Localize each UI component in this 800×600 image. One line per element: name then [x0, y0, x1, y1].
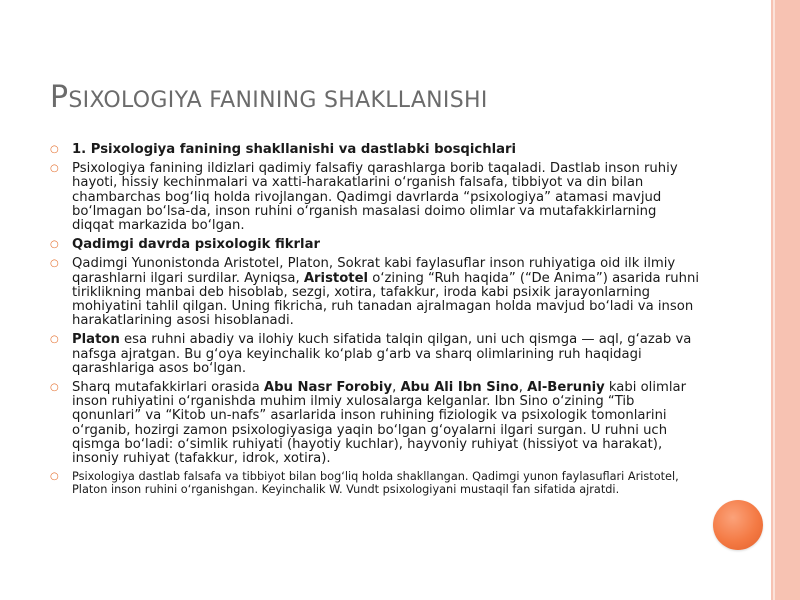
list-item — [50, 333, 700, 376]
ring-bullet-icon: ○ — [50, 471, 59, 483]
item-heading: Qadimgi davrda psixologik fikrlar — [72, 237, 320, 253]
item-separator: , — [392, 380, 401, 396]
item-text: esa ruhni abadiy va ilohiy kuch sifatida talqin qilgan, uni uch qismga — aql, g‘azab va nafsga ajratgan. Bu g‘oya keyinchalik ko‘plab g‘arb va sharq olimlarining ruh haqidagi qarashlariga asos bo‘lgan. — [72, 332, 692, 376]
list-item — [50, 238, 700, 252]
slide-title-first-letter: P — [50, 80, 69, 115]
list-item — [50, 143, 700, 157]
ring-bullet-icon: ○ — [50, 258, 59, 270]
item-separator: , — [518, 380, 528, 396]
list-item — [50, 471, 700, 496]
item-text: Qadimgi Yunonistonda Aristotel, Platon, Sokrat kabi faylasuflar inson ruhiyatiga oid ilk ilmiy qarashlarni ilgari surdilar. Ayniqsa, — [72, 256, 676, 286]
item-emphasis: Al-Beruniy — [527, 380, 605, 396]
item-emphasis: Abu Nasr Forobiy — [263, 380, 393, 396]
ring-bullet-icon: ○ — [50, 334, 59, 346]
item-text: o‘zining “Ruh haqida” (“De Anima”) asarida ruhni tiriklikning manbai deb hisoblab, sezgi, xotira, tafakkur, iroda kabi psixik jarayonlarning mohiyatini tahlil qilgan. Uning fikricha, ruh tanadan ajralmagan holda mavjud bo‘ladi va inson harakatlarining asosi hisoblanadi. — [72, 270, 699, 329]
item-heading: 1. Psixologiya fanining shakllanishi va dastlabki bosqichlari — [72, 142, 517, 157]
item-text: Psixologiya dastlab falsafa va tibbiyot bilan bog‘liq holda shakllangan. Qadimgi yunon faylasuflari Aristotel, Platon inson ruhini o‘rganishgan. Keyinchalik W. Vundt psixologiyani mustaqil fan sifatida ajratdi. — [72, 470, 679, 496]
ring-bullet-icon: ○ — [50, 163, 59, 175]
right-decorative-band — [771, 0, 800, 600]
item-text: Sharq mutafakkirlari orasida — [72, 380, 264, 396]
slide-title — [50, 80, 488, 115]
item-text: Psixologiya fanining ildizlari qadimiy falsafiy qarashlarga borib taqaladi. Dastlab inson ruhiy hayoti, hissiy kechinmalari va xatti-harakatlarini o‘rganish falsafa, tibbiyot va din bilan chambarchas bog‘liq holda rivojlangan. Qadimgi davrlarda “psixologiya” atamasi mavjud bo‘lmagan bo‘lsa-da, inson ruhini o‘rganish masalasi doimo olimlar va mutafakkirlarning diqqat markazida bo‘lgan. — [72, 161, 678, 234]
list-item — [50, 381, 700, 466]
slide-title-rest: SIXOLOGIYA FANINING SHAKLLANISHI — [68, 88, 488, 113]
list-item — [50, 257, 700, 328]
list-item — [50, 162, 700, 233]
item-text: kabi olimlar inson ruhiyatini o‘rganishda muhim ilmiy xulosalarga kelganlar. Ibn Sino o‘zining “Tib qonunlari” va “Kitob un-nafs” asarlarida inson ruhining fiziologik va psixologik tomonlarini o‘rganib, hozirgi zamon psixologiyasiga yaqin bo‘lgan g‘oyalarni ilgari surgan. U ruhni uch qismga bo‘ladi: o‘simlik ruhiyati (hayotiy kuchlar), hayvoniy ruhiyat (hissiyot va harakat), insoniy ruhiyat (tafakkur, idrok, xotira). — [72, 380, 687, 467]
ring-bullet-icon: ○ — [50, 382, 59, 394]
right-band-highlight — [773, 0, 775, 600]
ring-bullet-icon: ○ — [50, 239, 59, 251]
item-emphasis: Abu Ali Ibn Sino — [400, 380, 519, 396]
orange-circle-decoration — [713, 500, 763, 550]
item-emphasis: Platon — [72, 332, 120, 348]
bullet-list — [50, 143, 700, 501]
ring-bullet-icon: ○ — [50, 144, 59, 155]
item-emphasis: Aristotel — [303, 270, 369, 286]
